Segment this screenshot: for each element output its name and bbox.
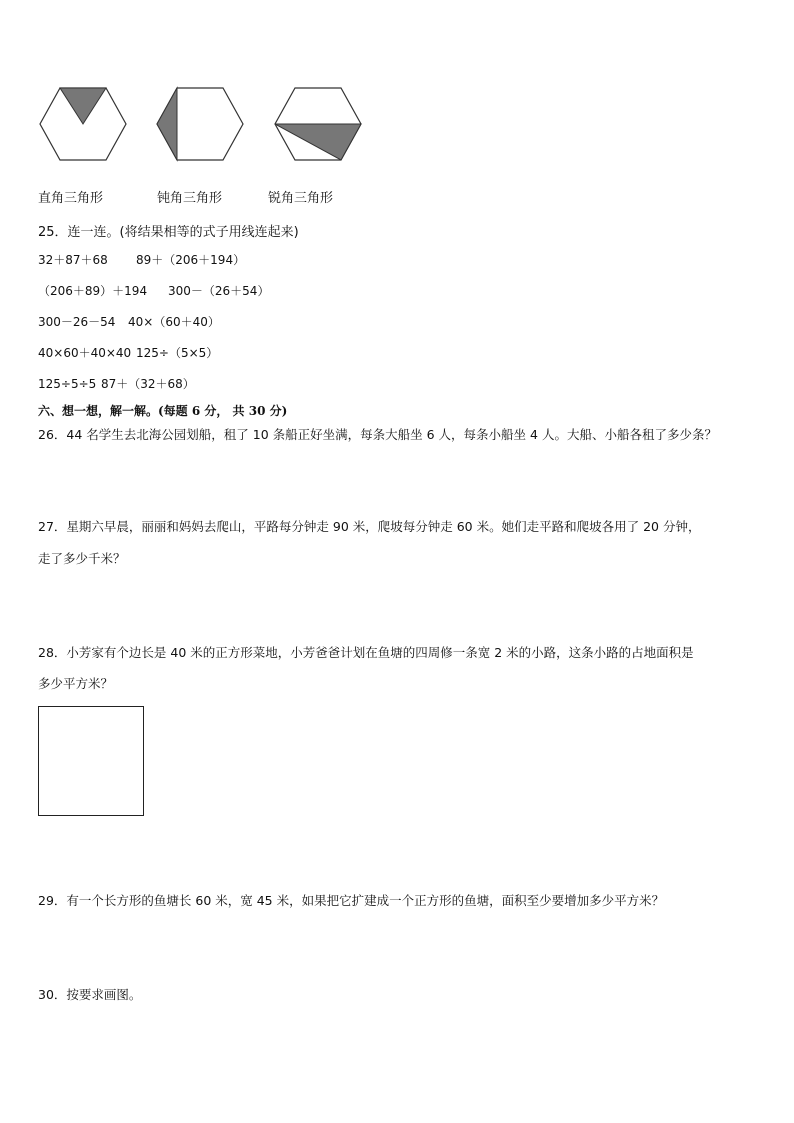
q25-row-4-right: 125÷（5×5）: [136, 346, 219, 360]
q25-row-5: [38, 375, 195, 392]
q27-line2: 走了多少千米？: [38, 551, 126, 566]
q27-line1: 27．星期六早晨，丽丽和妈妈去爬山，平路每分钟走 90 米，爬坡每分钟走 60 米。她们走平路和爬坡各用了 20 分钟，: [38, 519, 701, 534]
q28-line2: 多少平方米？: [38, 676, 114, 691]
q25-row-5-right: 87＋（32＋68）: [101, 377, 195, 391]
label-right-triangle: 直角三角形: [38, 191, 104, 206]
section-6-title: 六、想一想，解一解。(每题 6 分， 共 30 分): [38, 404, 288, 418]
hexagon-obtuse-triangle-figure: [155, 86, 245, 162]
q25-row-4: [38, 344, 218, 361]
q30-text: 30．按要求画图。: [38, 987, 142, 1002]
q25-row-2-right: 300－（26＋54）: [168, 284, 270, 298]
square-vegetable-plot-figure: [38, 706, 144, 816]
q26-text: 26．44 名学生去北海公园划船，租了 10 条船正好坐满，每条大船坐 6 人，每条小船坐 4 人。大船、小船各租了多少条？: [38, 427, 717, 442]
label-obtuse-triangle: 钝角三角形: [157, 191, 223, 206]
q25-row-3-left: 300－26－54: [38, 315, 116, 329]
q25-title: 25．连一连。(将结果相等的式子用线连起来): [38, 225, 299, 240]
q25-row-1-right: 89＋（206＋194）: [136, 253, 246, 267]
q25-row-2-left: （206＋89）＋194: [38, 284, 148, 298]
q25-row-1-left: 32＋87＋68: [38, 253, 108, 267]
q29-text: 29．有一个长方形的鱼塘长 60 米，宽 45 米，如果把它扩建成一个正方形的鱼塘，面积至少要增加多少平方米？: [38, 893, 665, 908]
q28-line1: 28．小芳家有个边长是 40 米的正方形菜地，小芳爸爸计划在鱼塘的四周修一条宽 2 米的小路，这条小路的占地面积是: [38, 645, 694, 660]
q25-row-5-left: 125÷5÷5: [38, 377, 97, 391]
q25-row-3-right: 40×（60＋40）: [128, 315, 220, 329]
q25-row-3: [38, 313, 220, 330]
q25-row-1: [38, 251, 245, 268]
q25-row-2: [38, 282, 269, 299]
obtuse-triangle-shade: [157, 88, 177, 160]
hexagon-acute-triangle-figure: [273, 86, 363, 162]
q25-row-4-left: 40×60＋40×40: [38, 346, 132, 360]
hexagon-right-triangle-figure: [38, 86, 128, 162]
label-acute-triangle: 锐角三角形: [268, 191, 334, 206]
